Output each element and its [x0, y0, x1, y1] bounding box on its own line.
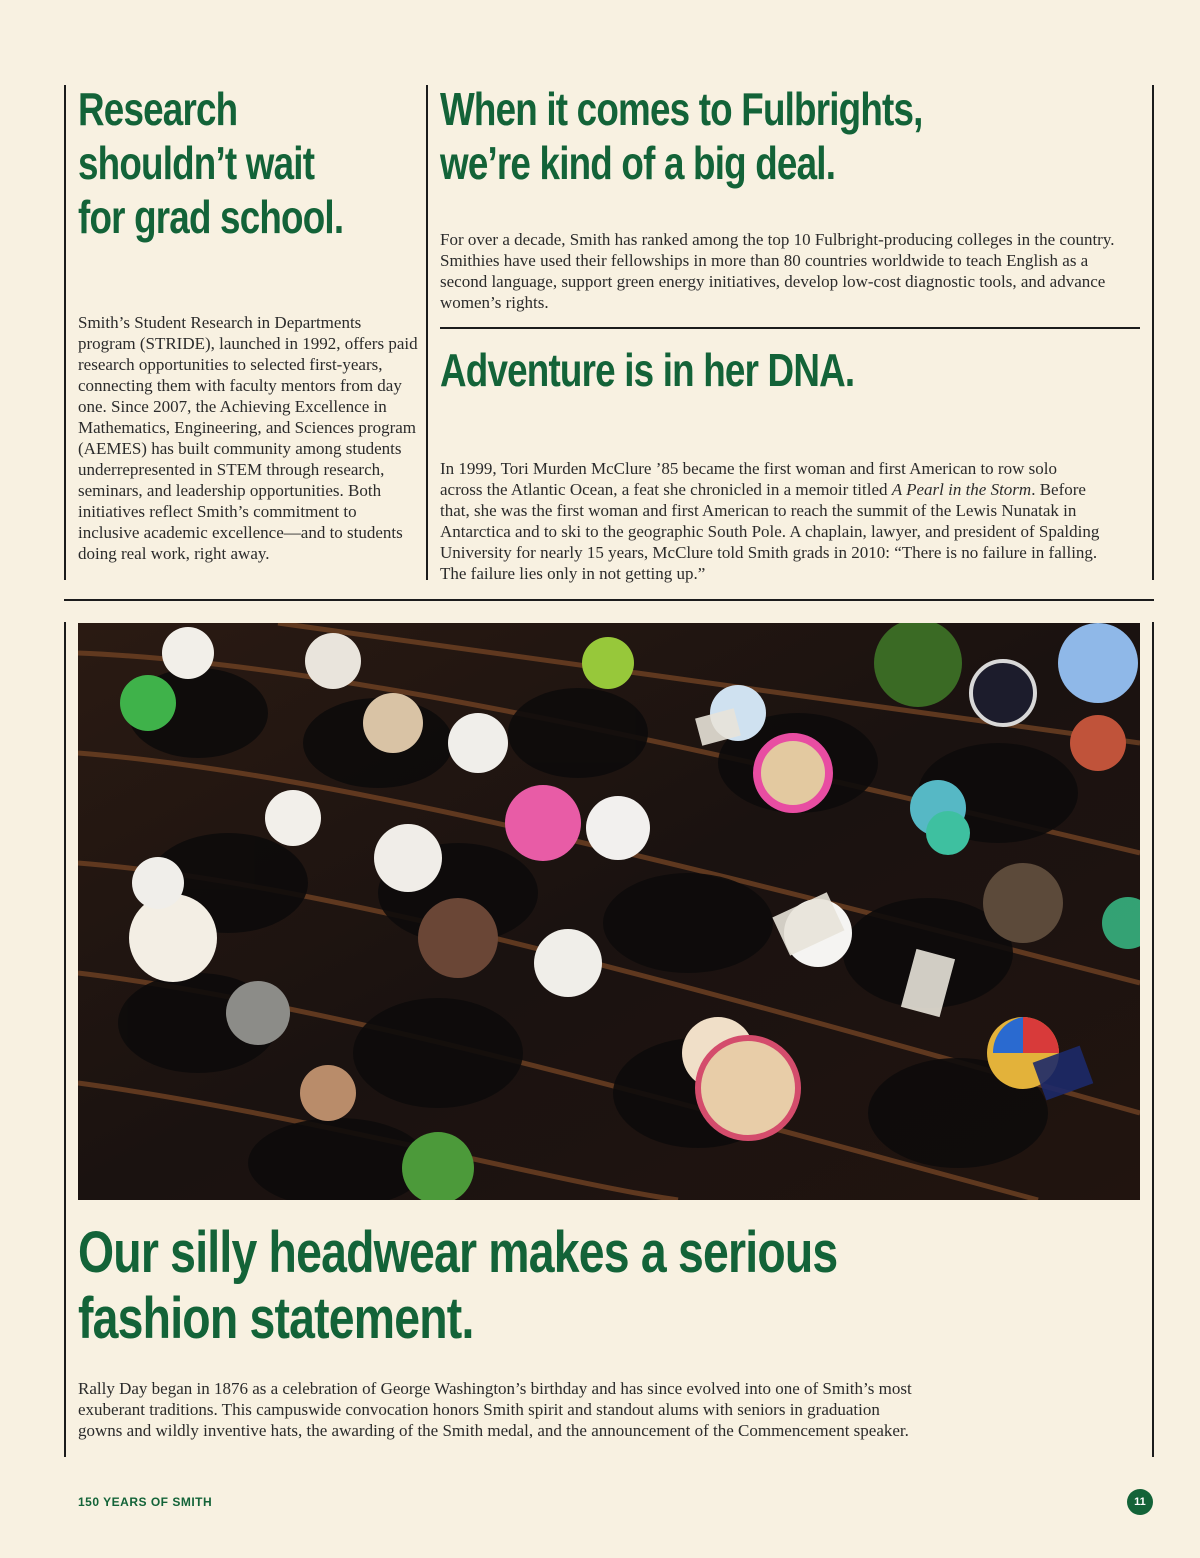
- column-rule-middle-top: [426, 85, 428, 580]
- research-headline-line-1: Research: [78, 83, 238, 135]
- headwear-headline: [78, 1220, 837, 1352]
- column-rule-right-top: [1152, 85, 1154, 580]
- adventure-body-part-1: In 1999, Tori Murden McClure ’85 became the first woman and first American to row solo across the Atlantic Ocean, a feat she chronicled in a memoir titled: [440, 459, 1057, 499]
- column-rule-left-bottom: [64, 622, 66, 1457]
- section-divider-fulbright: [440, 327, 1140, 329]
- fulbright-headline-line-1: When it comes to Fulbrights,: [440, 83, 923, 135]
- fulbright-headline-line-2: we’re kind of a big deal.: [440, 137, 836, 189]
- column-rule-left-top: [64, 85, 66, 580]
- headwear-body: Rally Day began in 1876 as a celebration of George Washington’s birthday and has since evolved into one of Smith’s most exuberant traditions. This campuswide convocation honors Smith spirit and standout alums with seniors in graduation gowns and wildly inventive hats, the awarding of the Smith medal, and the announcement of the Commencement speaker.: [78, 1379, 912, 1440]
- research-headline-line-2: shouldn’t wait: [78, 137, 315, 189]
- rally-day-crowd-image: [78, 623, 1140, 1200]
- section-divider-main: [64, 599, 1154, 601]
- adventure-body: [440, 458, 1100, 584]
- headwear-headline-line-2: fashion statement.: [78, 1286, 474, 1351]
- fulbright-body: For over a decade, Smith has ranked among the top 10 Fulbright-producing colleges in the country. Smithies have used their fellowships in more than 80 countries worldwide to teach English as a second language, support green energy initiatives, develop low-cost diagnostic tools, and advance women’s rights.: [440, 230, 1115, 312]
- headwear-headline-line-1: Our silly headwear makes a serious: [78, 1220, 838, 1285]
- adventure-headline: Adventure is in her DNA.: [440, 344, 855, 396]
- fulbright-headline: [440, 82, 923, 190]
- page-number: 11: [1134, 1496, 1146, 1508]
- page-number-badge: [1127, 1489, 1153, 1515]
- rally-day-photo: [78, 623, 1140, 1200]
- research-headline: [78, 82, 343, 244]
- column-rule-right-bottom: [1152, 622, 1154, 1457]
- book-title: A Pearl in the Storm: [891, 480, 1032, 499]
- research-body: Smith’s Student Research in Departments program (STRIDE), launched in 1992, offers paid research opportunities to selected first-years, connecting them with faculty mentors from day one. Since 2007, the Achieving Excellence in Mathematics, Engineering, and Sciences program (AEMES) has built community among students underrepresented in STEM through research, seminars, and leadership opportunities. Both initiatives reflect Smith’s commitment to inclusive academic excellence—and to students doing real work, right away.: [78, 313, 418, 563]
- adventure-body-part-2: . Before that, she was the first woman and first American to reach the summit of the Lewis Nunatak in Antarctica and to ski to the geographic South Pole. A chaplain, lawyer, and president of Spalding University for nearly 15 years, McClure told Smith grads in 2010: “There is no failure in falling. The failure lies only in not getting up.”: [440, 480, 1100, 583]
- publication-name: 150 YEARS OF SMITH: [78, 1495, 213, 1509]
- research-headline-line-3: for grad school.: [78, 191, 344, 243]
